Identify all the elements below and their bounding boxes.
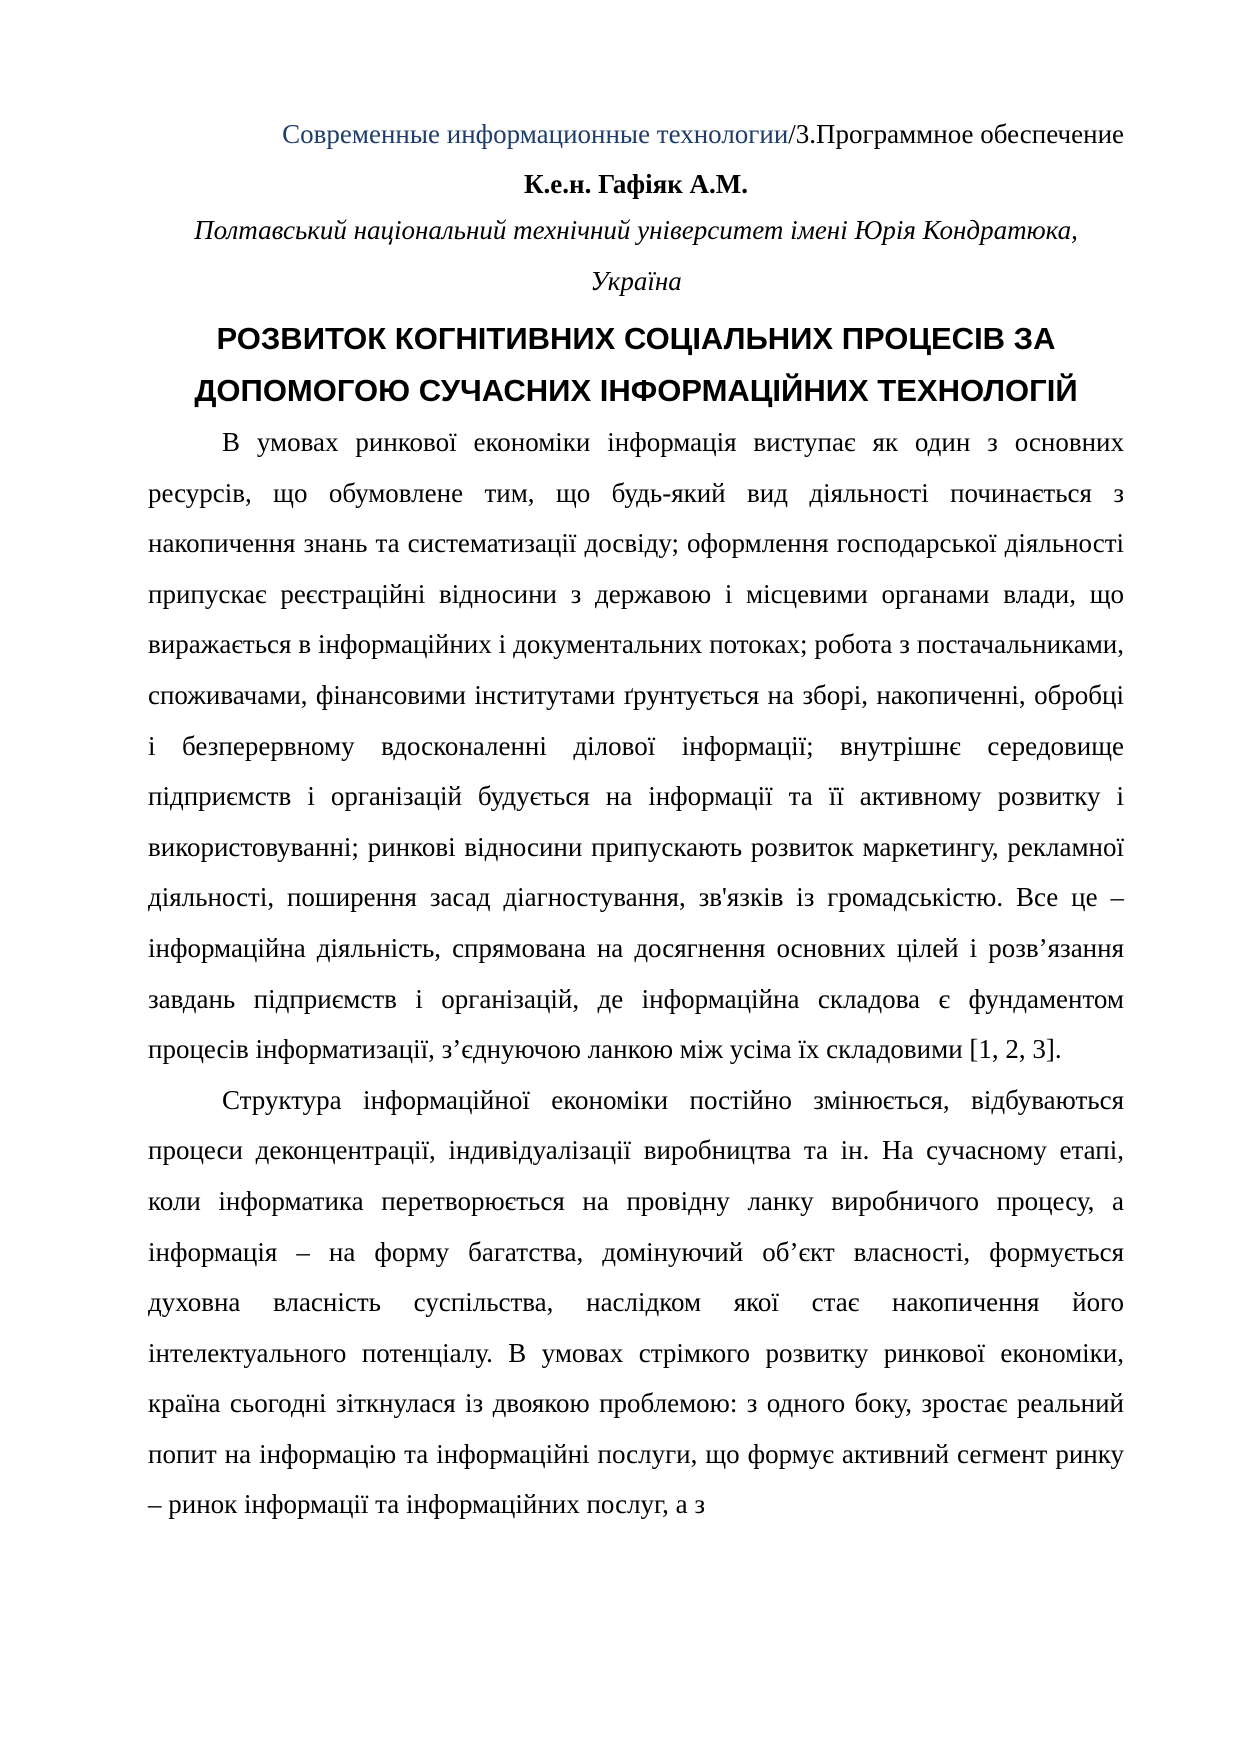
article-title: РОЗВИТОК КОГНІТИВНИХ СОЦІАЛЬНИХ ПРОЦЕСІВ ЗА ДОПОМОГОЮ СУЧАСНИХ ІНФОРМАЦІЙНИХ ТЕХНОЛОГІЙ [194, 321, 1078, 408]
section-separator: / [788, 119, 796, 149]
body-paragraph-2: Структура інформаційної економіки постійно змінюється, відбуваються процеси деконцентрації, індивідуалізації виробництва та ін. На сучасному етапі, коли інформатика перетворюється на провідну ланку виробничого процесу, а інформація – на форму багатства, домінуючий об’єкт власності, формується духовна власність суспільства, наслідком якої стає накопичення його інтелектуального потенціалу. В умовах стрімкого розвитку ринкової економіки, країна сьогодні зіткнулася із двоякою проблемою: з одного боку, зростає реальний попит на інформацію та інформаційні послуги, що формує активний сегмент ринку – ринок інформації та інформаційних послуг, а з [148, 1084, 1124, 1520]
body-paragraph-1: В умовах ринкової економіки інформація виступає як один з основних ресурсів, що обумовлене тим, що будь-який вид діяльності починається з накопичення знань та систематизації досвіду; оформлення господарської діяльності припускає реєстраційні відносини з державою і місцевими органами влади, що виражається в інформаційних і документальних потоках; робота з постачальниками, споживачами, фінансовими інститутами ґрунтується на зборі, накопиченні, обробці і безперервному вдосконаленні ділової інформації; внутрішнє середовище підприємств і організацій будується на інформації та її активному розвитку і використовуванні; ринкові відносини припускають розвиток маркетингу, рекламної діяльності, поширення засад діагностування, зв'язків із громадськістю. Все це – інформаційна діяльність, спрямована на досягнення основних цілей і розв’язання завдань підприємств і організацій, де інформаційна складова є фундаментом процесів інформатизації, з’єднуючою ланкою між усіма їх складовими [1, 2, 3]. [148, 427, 1124, 1065]
section-subcategory: 3.Программное обеспечение [795, 119, 1124, 149]
author-affiliation: Полтавський національний технічний університет імені Юрія Кондратюка, Україна [194, 215, 1078, 296]
author-name: К.е.н. Гафіяк А.М. [523, 169, 748, 199]
section-header [148, 117, 1124, 151]
section-category: Современные информационные технологии [282, 119, 789, 149]
